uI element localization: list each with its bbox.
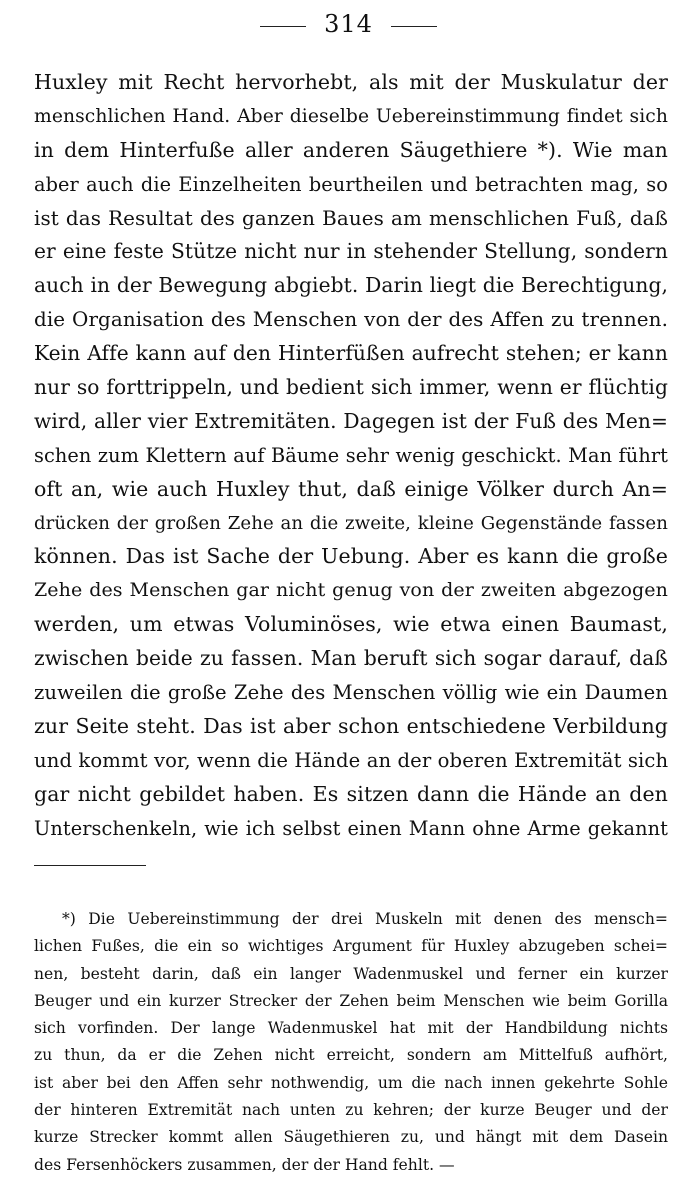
text-line: ist das Resultat des ganzen Baues am menschlichen Fuß, daß bbox=[34, 206, 668, 230]
text-line: Unterschenkeln, wie ich selbst einen Mann ohne Arme gekannt bbox=[34, 816, 668, 840]
text-line: in dem Hinterfuße aller anderen Säugethiere *). Wie man bbox=[34, 137, 668, 162]
footnote-line: kurze Strecker kommt allen Säugethieren zu, und hängt mit dem Dasein bbox=[34, 1128, 668, 1147]
text-line: drücken der großen Zehe an die zweite, kleine Gegenstände fassen bbox=[34, 512, 668, 534]
main-text bbox=[34, 66, 668, 845]
text-line: nur so forttrippeln, und bedient sich immer, wenn er flüchtig bbox=[34, 375, 668, 400]
text-line: werden, um etwas Voluminöses, wie etwa einen Baumast, bbox=[34, 612, 668, 637]
text-line: gar nicht gebildet haben. Es sitzen dann die Hände an den bbox=[34, 781, 668, 806]
text-line: Huxley mit Recht hervorhebt, als mit der Muskulatur der bbox=[34, 70, 668, 94]
footnote-line: *) Die Uebereinstimmung der drei Muskeln mit denen des mensch= bbox=[62, 910, 668, 928]
footnote-line: der hinteren Extremität nach unten zu kehren; der kurze Beuger und der bbox=[34, 1101, 668, 1120]
text-line: können. Das ist Sache der Uebung. Aber es kann die große bbox=[34, 544, 668, 569]
page-header bbox=[0, 6, 697, 42]
footnote-line: des Fersenhöckers zusammen, der der Hand fehlt. — bbox=[34, 1155, 455, 1174]
text-line: auch in der Bewegung abgiebt. Darin liegt die Berechtigung, bbox=[34, 273, 668, 298]
footnote bbox=[34, 906, 668, 1179]
footnote-line: sich vorfinden. Der lange Wadenmuskel hat mit der Handbildung nichts bbox=[34, 1019, 668, 1038]
text-line: Zehe des Menschen gar nicht genug von der zweiten abgezogen bbox=[34, 579, 668, 602]
header-right-dash bbox=[391, 26, 437, 27]
text-line: oft an, wie auch Huxley thut, daß einige Völker durch An= bbox=[34, 476, 668, 501]
footnote-line: ist aber bei den Affen sehr nothwendig, um die nach innen gekehrte Sohle bbox=[34, 1073, 668, 1092]
footnote-separator bbox=[34, 865, 146, 866]
text-line: aber auch die Einzelheiten beurtheilen und betrachten mag, so bbox=[34, 172, 668, 196]
text-line: er eine feste Stütze nicht nur in stehender Stellung, sondern bbox=[34, 239, 668, 264]
footnote-line: zu thun, da er die Zehen nicht erreicht, sondern am Mittelfuß aufhört, bbox=[34, 1046, 668, 1065]
text-line: wird, aller vier Extremitäten. Dagegen ist der Fuß des Men= bbox=[34, 408, 668, 433]
text-line: und kommt vor, wenn die Hände an der oberen Extremität sich bbox=[34, 748, 668, 772]
text-line: zur Seite steht. Das ist aber schon entschiedene Verbildung bbox=[34, 713, 668, 738]
footnote-line: lichen Fußes, die ein so wichtiges Argument für Huxley abzugeben schei= bbox=[34, 937, 668, 956]
header-left-dash bbox=[260, 26, 306, 27]
text-line: Kein Affe kann auf den Hinterfüßen aufrecht stehen; er kann bbox=[34, 341, 668, 366]
text-line: zuweilen die große Zehe des Menschen völlig wie ein Daumen bbox=[34, 681, 668, 705]
text-line: zwischen beide zu fassen. Man beruft sich sogar darauf, daß bbox=[34, 646, 668, 671]
footnote-line: nen, besteht darin, daß ein langer Wadenmuskel und ferner ein kurzer bbox=[34, 964, 668, 983]
text-line: schen zum Klettern auf Bäume sehr wenig geschickt. Man führt bbox=[34, 443, 668, 467]
page-number: 314 bbox=[324, 10, 373, 38]
footnote-line: Beuger und ein kurzer Strecker der Zehen beim Menschen wie beim Gorilla bbox=[34, 991, 668, 1010]
text-line: die Organisation des Menschen von der des Affen zu trennen. bbox=[34, 308, 668, 332]
text-line: menschlichen Hand. Aber dieselbe Uebereinstimmung findet sich bbox=[34, 105, 668, 127]
